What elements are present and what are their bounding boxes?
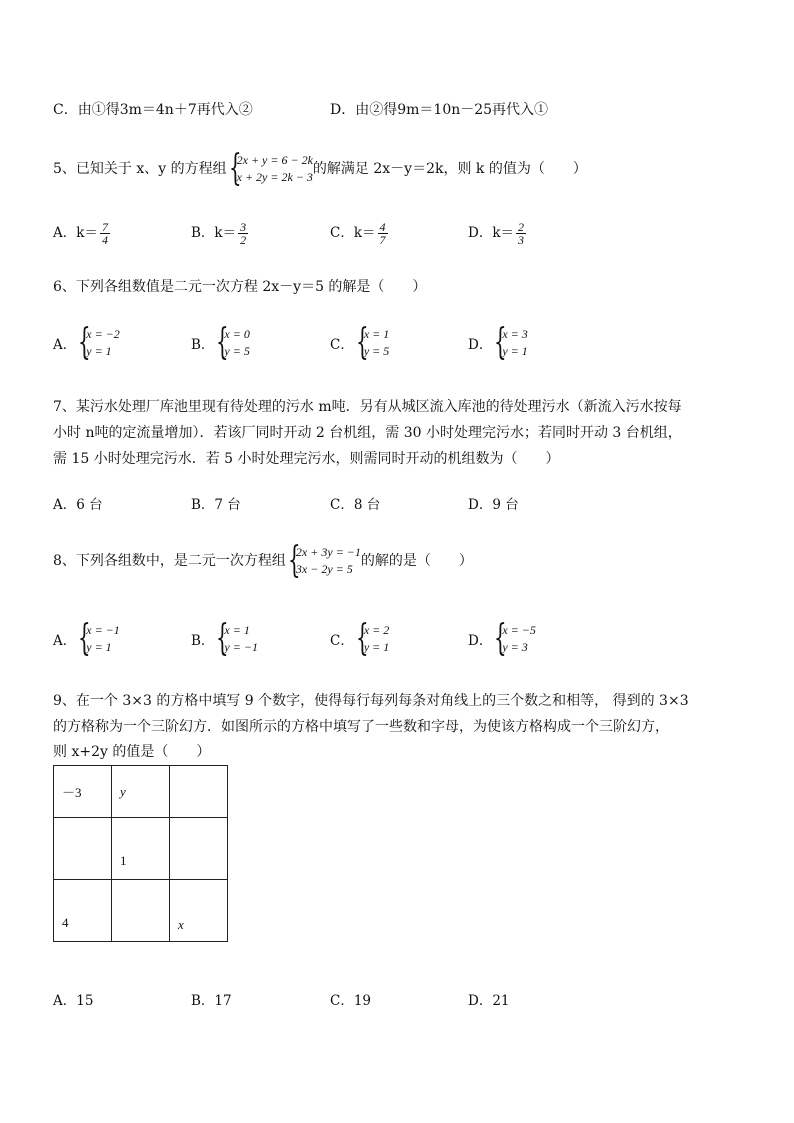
question-7-line-3: 需 15 小时处理完污水．若 5 小时处理完污水，则需同时开动的机组数为（ ） bbox=[53, 451, 560, 467]
q5-option-d[interactable]: D．k＝ $\frac{2}{3}$ bbox=[468, 220, 525, 247]
question-9-line-1: 9、在一个 3×3 的方格中填写 9 个数字，使得每行每列每条对角线上的三个数之和相等， 得到的 3×3 bbox=[53, 693, 689, 709]
grid-cell bbox=[170, 766, 228, 818]
q5-option-a[interactable]: A．k＝ $\frac{7}{4}$ bbox=[53, 220, 108, 247]
q5-option-b-fraction: $\frac{3}{2}$ bbox=[240, 220, 247, 247]
q4-option-d[interactable]: D．由②得9m＝10n－25再代入① bbox=[330, 102, 549, 118]
q6-option-d[interactable]: D． { x = 3 y = 1 bbox=[468, 322, 528, 363]
q8-option-a[interactable]: A． { x = −1 y = 1 bbox=[53, 618, 120, 659]
q5-option-c-fraction: $\frac{4}{7}$ bbox=[379, 220, 386, 247]
grid-cell bbox=[54, 818, 112, 880]
q6-option-c[interactable]: C． { x = 1 y = 5 bbox=[330, 322, 390, 363]
q9-option-c[interactable]: C．19 bbox=[330, 993, 372, 1009]
question-9-line-3: 则 x+2y 的值是（ ） bbox=[53, 744, 211, 760]
grid-cell: x bbox=[170, 880, 228, 942]
q5-option-d-fraction: $\frac{2}{3}$ bbox=[518, 220, 525, 247]
q9-option-d[interactable]: D．21 bbox=[468, 993, 510, 1009]
grid-cell bbox=[170, 818, 228, 880]
question-7-line-2: 小时 n吨的定流量增加）．若该厂同时开动 2 台机组，需 30 小时处理完污水；若同时开动 3 台机组， bbox=[53, 425, 682, 441]
q5-suffix: 的解满足 2x－y＝2k，则 k 的值为（ ） bbox=[312, 161, 587, 177]
q9-option-b[interactable]: B．17 bbox=[191, 993, 232, 1009]
grid-cell: 4 bbox=[54, 880, 112, 942]
q5-option-a-fraction: $\frac{7}{4}$ bbox=[101, 220, 108, 247]
q7-option-d[interactable]: D．9 台 bbox=[468, 497, 519, 513]
q8-option-d[interactable]: D． { x = −5 y = 3 bbox=[468, 618, 536, 659]
q4-option-c[interactable]: C．由①得3m＝4n＋7再代入② bbox=[53, 102, 253, 118]
q5-option-b[interactable]: B．k＝ $\frac{3}{2}$ bbox=[191, 220, 247, 247]
q8-option-c[interactable]: C． { x = 2 y = 1 bbox=[330, 618, 390, 659]
q7-option-a[interactable]: A．6 台 bbox=[53, 497, 103, 513]
question-9-line-2: 的方格称为一个三阶幻方．如图所示的方格中填写了一些数和字母，为使该方格构成一个三阶幻方， bbox=[53, 719, 669, 735]
q9-option-a[interactable]: A．15 bbox=[53, 993, 94, 1009]
q7-option-c[interactable]: C．8 台 bbox=[330, 497, 381, 513]
q8-option-b[interactable]: B． { x = 1 y = −1 bbox=[191, 618, 258, 659]
q6-option-b[interactable]: B． { x = 0 y = 5 bbox=[191, 322, 250, 363]
q6-option-a[interactable]: A． { x = −2 y = 1 bbox=[53, 322, 120, 363]
q8-equation-system: { 2x + 3y = −1 3x − 2y = 5 bbox=[287, 540, 361, 581]
q5-option-c[interactable]: C．k＝ $\frac{4}{7}$ bbox=[330, 220, 386, 247]
grid-cell: y bbox=[112, 766, 170, 818]
question-5-stem bbox=[53, 148, 587, 189]
q7-option-b[interactable]: B．7 台 bbox=[191, 497, 241, 513]
grid-cell: －3 bbox=[54, 766, 112, 818]
q5-eq1: 2x + y = 6 − 2k bbox=[236, 153, 313, 167]
question-6-stem: 6、下列各组数值是二元一次方程 2x－y＝5 的解是（ ） bbox=[53, 279, 427, 295]
magic-square-grid bbox=[53, 765, 228, 942]
question-7-line-1: 7、某污水处理厂库池里现有待处理的污水 m吨．另有从城区流入库池的待处理污水（新流入污水按每 bbox=[53, 399, 682, 415]
grid-cell: 1 bbox=[112, 818, 170, 880]
q5-prefix: 5、已知关于 x、y 的方程组 bbox=[53, 161, 227, 177]
q5-eq2: x + 2y = 2k − 3 bbox=[236, 170, 313, 184]
q5-equation-system: { 2x + y = 6 − 2k x + 2y = 2k − 3 bbox=[228, 148, 313, 189]
grid-cell bbox=[112, 880, 170, 942]
question-8-stem: 8、下列各组数中，是二元一次方程组 { 2x + 3y = −1 3x − 2y = 5 的解的是（ ） bbox=[53, 540, 473, 581]
